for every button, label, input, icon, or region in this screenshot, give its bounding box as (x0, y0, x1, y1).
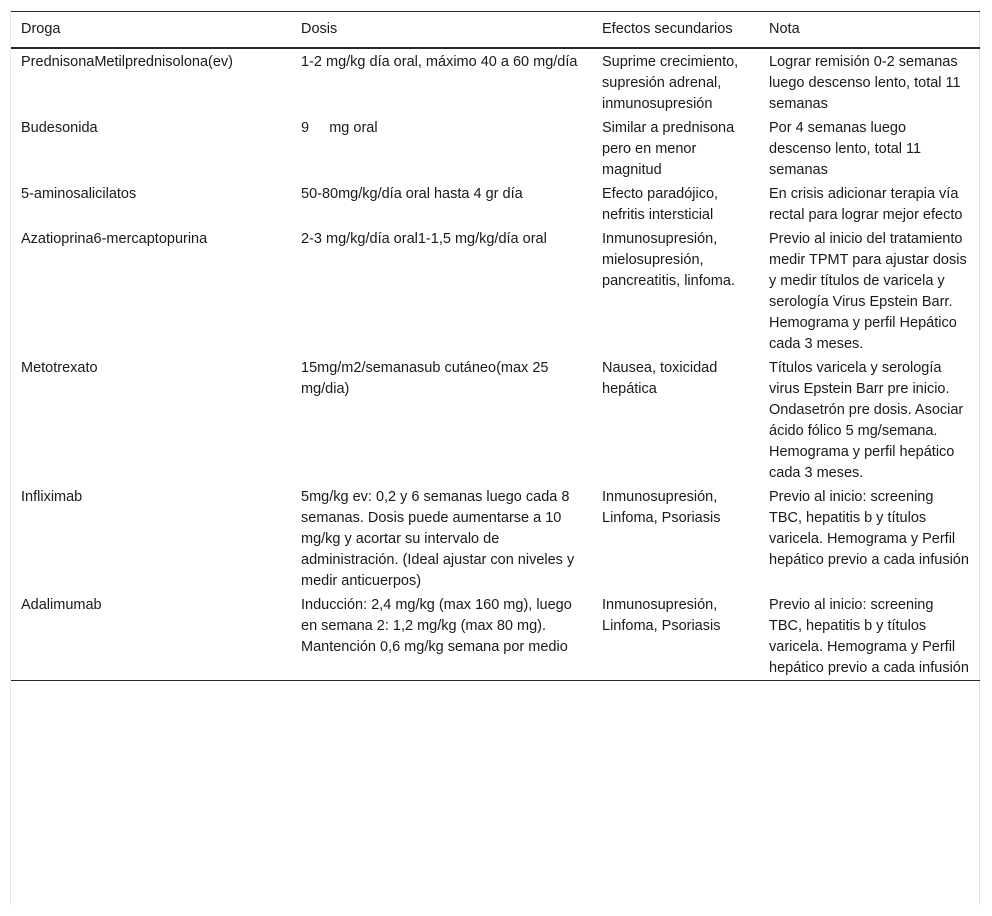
cell-note: Por 4 semanas luego descenso lento, total 11 semanas (769, 120, 922, 178)
table-row (11, 593, 980, 681)
cell-note: Lograr remisión 0-2 semanas luego descenso lento, total 11 semanas (769, 54, 961, 112)
cell-note: Previo al inicio del tratamiento medir TPMT para ajustar dosis y medir títulos de varicela y serología Virus Epstein Barr. Hemograma y perfil Hepático cada 3 meses. (769, 231, 967, 352)
cell-dose: 1-2 mg/kg día oral, máximo 40 a 60 mg/día (301, 54, 578, 70)
cell-dose: 5mg/kg ev: 0,2 y 6 semanas luego cada 8 semanas. Dosis puede aumentarse a 10 mg/kg y acortar su intervalo de administración. (Ideal ajustar con niveles y medir anticuerpos) (301, 489, 575, 589)
table-row (11, 182, 980, 227)
cell-drug: Metotrexato (21, 360, 98, 376)
cell-side-effects: Similar a prednisona pero en menor magnitud (602, 120, 735, 178)
table-row (11, 485, 980, 593)
table-row (11, 116, 980, 182)
cell-dose: Inducción: 2,4 mg/kg (max 160 mg), luego en semana 2: 1,2 mg/kg (max 80 mg). Mantención 0,6 mg/kg semana por medio (301, 597, 572, 655)
cell-dose: 50-80mg/kg/día oral hasta 4 gr día (301, 186, 523, 202)
header-note: Nota (769, 21, 800, 37)
cell-side-effects: Inmunosupresión, mielosupresión, pancreatitis, linfoma. (602, 231, 735, 289)
table-header-row (11, 12, 980, 49)
cell-dose: 9 mg oral (301, 120, 378, 136)
cell-drug: Adalimumab (21, 597, 102, 613)
cell-note: Títulos varicela y serología virus Epstein Barr pre inicio. Ondasetrón pre dosis. Asociar ácido fólico 5 mg/semana. Hemograma y perfil hepático cada 3 meses. (769, 360, 964, 481)
header-drug: Droga (21, 21, 61, 37)
cell-side-effects: Inmunosupresión, Linfoma, Psoriasis (602, 597, 721, 634)
cell-side-effects: Efecto paradójico, nefritis intersticial (602, 186, 719, 223)
cell-drug: Azatioprina6-mercaptopurina (21, 231, 208, 247)
cell-drug: 5-aminosalicilatos (21, 186, 137, 202)
cell-drug: Infliximab (21, 489, 83, 505)
cell-note: Previo al inicio: screening TBC, hepatitis b y títulos varicela. Hemograma y Perfil hepático previo a cada infusión (769, 489, 969, 568)
cell-side-effects: Nausea, toxicidad hepática (602, 360, 718, 397)
cell-note: En crisis adicionar terapia vía rectal para lograr mejor efecto (769, 186, 963, 223)
cell-drug: PrednisonaMetilprednisolona(ev) (21, 54, 233, 70)
cell-dose: 15mg/m2/semanasub cutáneo(max 25 mg/dia) (301, 360, 549, 397)
cell-side-effects: Suprime crecimiento, supresión adrenal, inmunosupresión (602, 54, 739, 112)
header-side-effects: Efectos secundarios (602, 21, 733, 37)
cell-note: Previo al inicio: screening TBC, hepatitis b y títulos varicela. Hemograma y Perfil hepático previo a cada infusión (769, 597, 969, 676)
cell-dose: 2-3 mg/kg/día oral1-1,5 mg/kg/día oral (301, 231, 547, 247)
header-dose: Dosis (301, 21, 338, 37)
cell-drug: Budesonida (21, 120, 98, 136)
table-row (11, 227, 980, 356)
table-row (11, 48, 980, 116)
drug-table (11, 11, 980, 681)
table-row (11, 356, 980, 485)
cell-side-effects: Inmunosupresión, Linfoma, Psoriasis (602, 489, 721, 526)
